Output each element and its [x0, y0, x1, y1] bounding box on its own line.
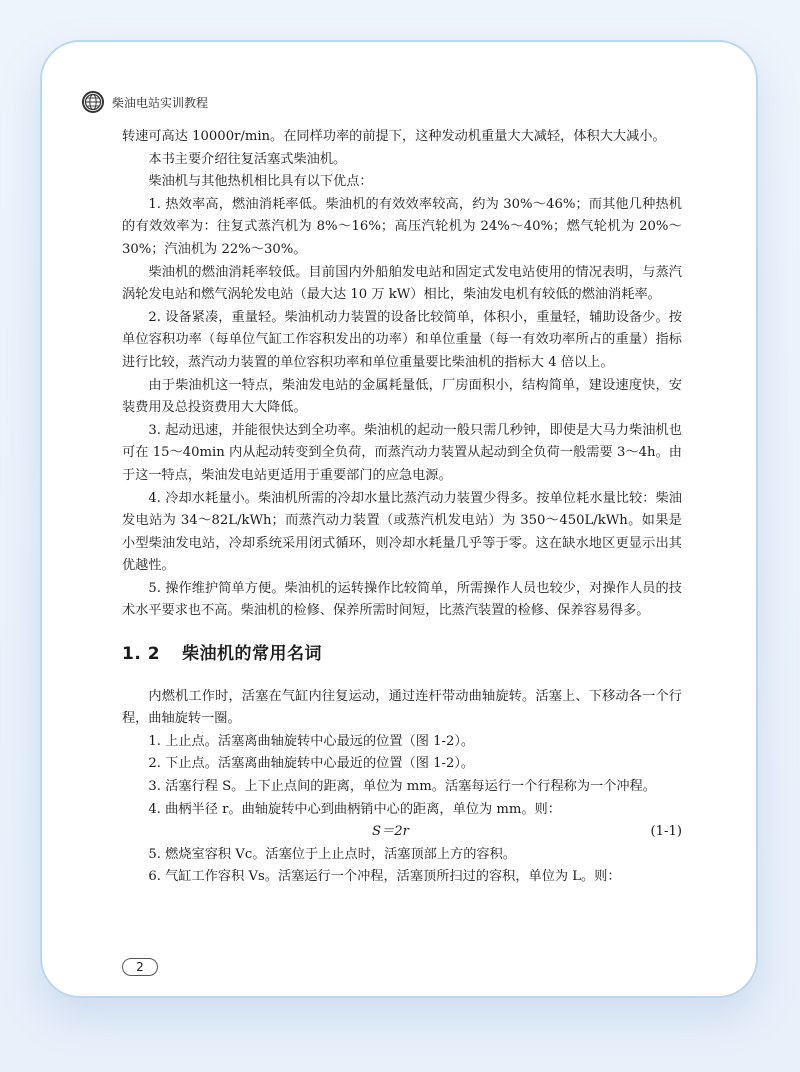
formula-number: (1-1)	[650, 824, 682, 840]
paragraph: 转速可高达 10000r/min。在同样功率的前提下，这种发动机重量大大减轻，体积大大减小。	[122, 129, 666, 144]
formula-line	[122, 821, 682, 844]
paragraph: 6. 气缸工作容积 Vs。活塞运行一个冲程，活塞顶所扫过的容积，单位为 L。则：	[148, 869, 621, 885]
paragraph: 本书主要介绍往复活塞式柴油机。	[148, 151, 347, 167]
paragraph: 4. 曲柄半径 r。曲轴旋转中心到曲柄销中心的距离，单位为 mm。则：	[148, 801, 561, 817]
page-number: 2	[122, 958, 158, 976]
section-number: 1. 2	[122, 644, 161, 665]
paragraph: 柴油机与其他热机相比具有以下优点：	[148, 174, 373, 190]
paragraph: 3. 起动迅速，并能很快达到全功率。柴油机的起动一般只需几秒钟，即使是大马力柴油机也可在 15～40min 内从起动转变到全负荷，而蒸汽动力装置从起动到全负荷一般需要 3～4h。由于这一特点，柴油发电站更适用于重要部门的应急电源。	[122, 422, 682, 483]
paragraph: 5. 操作维护简单方便。柴油机的运转操作比较简单，所需操作人员也较少，对操作人员的技术水平要求也不高。柴油机的检修、保养所需时间短，比蒸汽装置的检修、保养容易得多。	[122, 580, 682, 619]
globe-icon	[82, 91, 104, 113]
paragraph: 5. 燃烧室容积 Vc。活塞位于上止点时，活塞顶部上方的容积。	[148, 846, 516, 862]
book-title: 柴油电站实训教程	[112, 95, 209, 110]
running-header	[82, 90, 208, 114]
paragraph: 2. 下止点。活塞离曲轴旋转中心最近的位置（图 1-2）。	[148, 756, 475, 772]
paragraph: 1. 热效率高，燃油消耗率低。柴油机的有效效率较高，约为 30%～46%；而其他几种热机的有效效率为：往复式蒸汽机为 8%～16%；高压汽轮机为 24%～40%；燃气轮机为 20%～30%；汽油机为 22%～30%。	[122, 196, 682, 257]
paragraph: 2. 设备紧凑，重量轻。柴油机动力装置的设备比较简单，体积小，重量轻，辅助设备少。按单位容积功率（每单位气缸工作容积发出的功率）和单位重量（每一有效功率所占的重量）指标进行比较，蒸汽动力装置的单位容积功率和单位重量要比柴油机的指标大 4 倍以上。	[122, 309, 682, 370]
paragraph: 柴油机的燃油消耗率较低。目前国内外船舶发电站和固定式发电站使用的情况表明，与蒸汽涡轮发电站和燃气涡轮发电站（最大达 10 万 kW）相比，柴油发电机有较低的燃油消耗率。	[122, 264, 682, 303]
paragraph: 4. 冷却水耗量小。柴油机所需的冷却水量比蒸汽动力装置少得多。按单位耗水量比较：柴油发电站为 34～82L/kWh；而蒸汽动力装置（或蒸汽机发电站）为 350～450L/kWh。如果是小型柴油发电站，冷却系统采用闭式循环，则冷却水耗量几乎等于零。这在缺水地区更显示出其优越性。	[122, 490, 682, 574]
body-top	[122, 126, 682, 623]
formula-expression: S＝2r	[372, 824, 409, 840]
paragraph: 3. 活塞行程 S。上下止点间的距离，单位为 mm。活塞每运行一个行程称为一个冲程。	[148, 779, 656, 795]
page-body	[122, 126, 682, 889]
section-title: 柴油机的常用名词	[182, 644, 323, 665]
section-heading	[122, 643, 682, 666]
paragraph: 由于柴油机这一特点，柴油发电站的金属耗量低，厂房面积小，结构简单，建设速度快，安装费用及总投资费用大大降低。	[122, 377, 682, 416]
paragraph: 内燃机工作时，活塞在气缸内往复运动，通过连杆带动曲轴旋转。活塞上、下移动各一个行程，曲轴旋转一圈。	[122, 688, 682, 727]
paragraph: 1. 上止点。活塞离曲轴旋转中心最远的位置（图 1-2）。	[148, 733, 475, 749]
